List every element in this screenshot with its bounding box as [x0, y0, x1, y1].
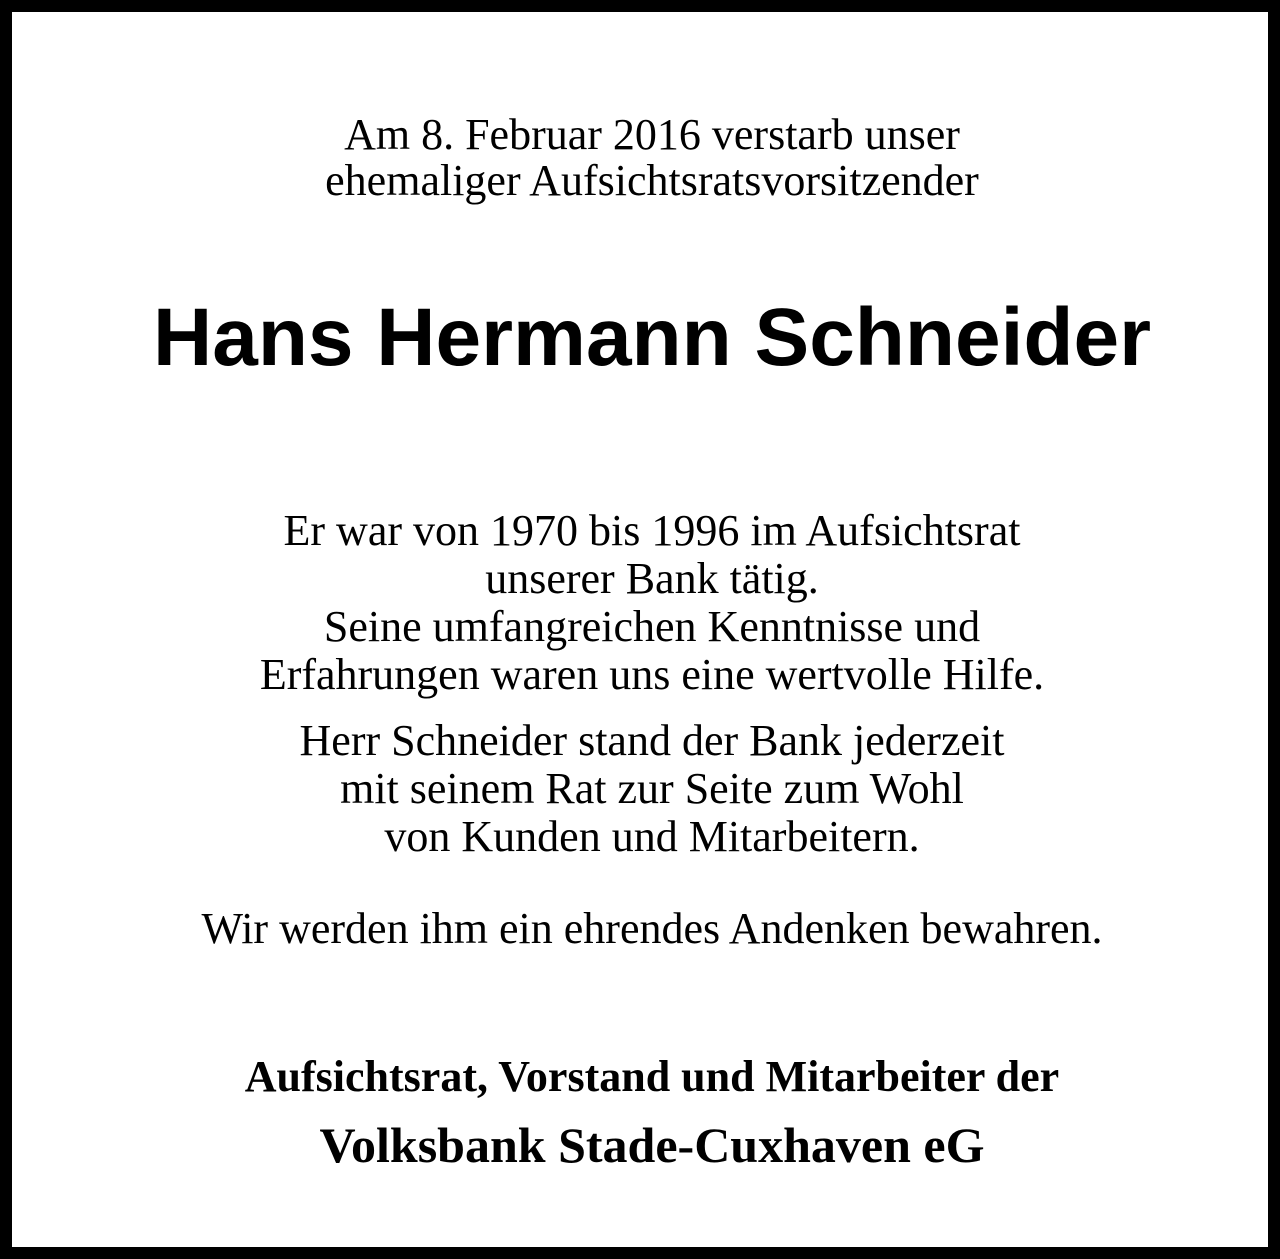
paragraph1-line-1: Er war von 1970 bis 1996 im Aufsichtsrat: [283, 506, 1021, 555]
paragraph1-line-3: Seine umfangreichen Kenntnisse und: [323, 602, 981, 651]
paragraph2-line-1: Herr Schneider stand der Bank jederzeit: [299, 716, 1005, 765]
paragraph1-line-4: Erfahrungen waren uns eine wertvolle Hilfe.: [259, 650, 1045, 699]
paragraph2-line-2: mit seinem Rat zur Seite zum Wohl: [340, 764, 964, 813]
paragraph1-line-2: unserer Bank tätig.: [485, 554, 819, 603]
signature-bank-name: Volksbank Stade-Cuxhaven eG: [319, 1117, 985, 1173]
intro-line-2: ehemaliger Aufsichtsratsvorsitzender: [325, 156, 979, 205]
intro-line-1: Am 8. Februar 2016 verstarb unser: [344, 110, 960, 159]
closing-line: Wir werden ihm ein ehrendes Andenken bewahren.: [201, 904, 1103, 953]
paragraph2-line-3: von Kunden und Mitarbeitern.: [384, 812, 920, 861]
signature-line-1: Aufsichtsrat, Vorstand und Mitarbeiter der: [244, 1052, 1060, 1101]
deceased-name: Hans Hermann Schneider: [153, 292, 1151, 383]
